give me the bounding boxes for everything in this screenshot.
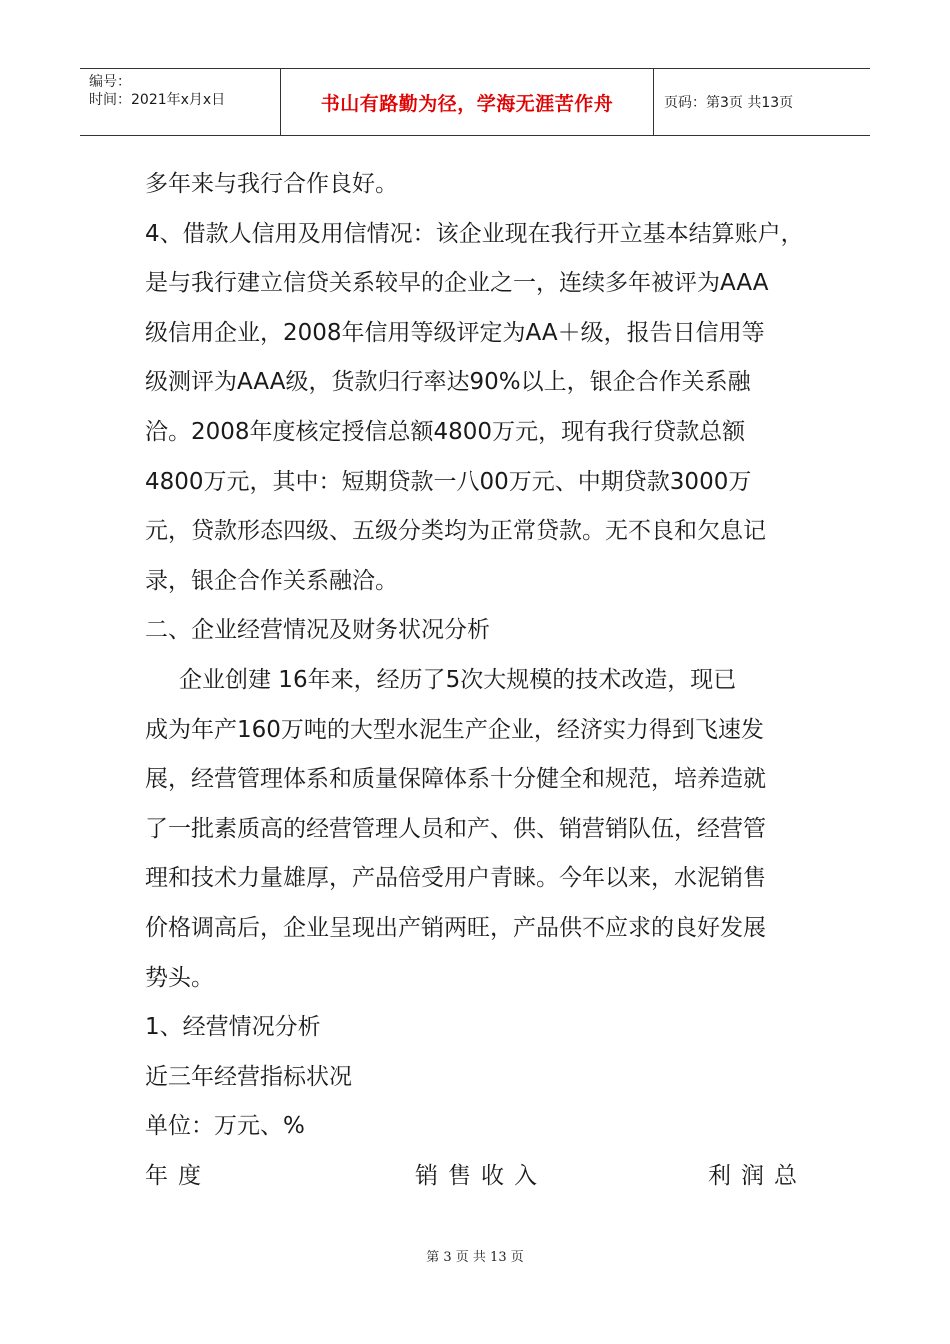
body-line: 企业创建 16年来，经历了5次大规模的技术改造，现已 xyxy=(179,666,737,693)
header-meta-cell xyxy=(80,69,281,135)
body-line: 理和技术力量雄厚，产品倍受用户青睐。今年以来，水泥销售 xyxy=(145,865,766,892)
body-line: 了一批素质高的经营管理人员和产、供、销营销队伍，经营管 xyxy=(145,815,766,842)
body-line: 是与我行建立信贷关系较早的企业之一，连续多年被评为AAA xyxy=(145,270,769,297)
section-heading: 二、企业经营情况及财务状况分析 xyxy=(145,617,490,644)
table-header-profit: 利润总 xyxy=(708,1162,807,1189)
document-number-label: 编号： xyxy=(89,74,131,90)
body-line: 录，银企合作关系融洽。 xyxy=(145,567,398,594)
body-line: 成为年产160万吨的大型水泥生产企业，经济实力得到飞速发 xyxy=(145,716,764,743)
header-motto: 书山有路勤为径，学海无涯苦作舟 xyxy=(281,69,654,135)
body-line: 元，贷款形态四级、五级分类均为正常贷款。无不良和欠息记 xyxy=(145,518,766,545)
body-line: 4800万元，其中：短期贷款一八00万元、中期贷款3000万 xyxy=(145,468,752,495)
body-line: 级测评为AAA级，货款归行率达90%以上，银企合作关系融 xyxy=(145,369,751,396)
page-footer: 第 3 页 共 13 页 xyxy=(426,1250,524,1265)
header-page-info: 页码：第3页 共13页 xyxy=(664,95,794,111)
document-time-label: 时间：2021年x月x日 xyxy=(89,92,226,108)
table-caption: 近三年经营指标状况 xyxy=(145,1063,352,1090)
body-line: 4、借款人信用及用信情况：该企业现在我行开立基本结算账户， xyxy=(145,220,804,247)
body-line: 势头。 xyxy=(145,964,214,991)
body-line: 洽。2008年度核定授信总额4800万元，现有我行贷款总额 xyxy=(145,418,746,445)
body-line: 级信用企业，2008年信用等级评定为AA＋级，报告日信用等 xyxy=(145,319,765,346)
table-header-revenue: 销售收入 xyxy=(415,1162,547,1189)
subsection-heading: 1、经营情况分析 xyxy=(145,1014,321,1041)
table-header-row xyxy=(145,1152,815,1202)
table-header-year: 年度 xyxy=(145,1162,211,1189)
body-line: 展，经营管理体系和质量保障体系十分健全和规范，培养造就 xyxy=(145,766,766,793)
table-unit: 单位：万元、% xyxy=(145,1113,305,1140)
document-header xyxy=(80,68,870,136)
body-line: 多年来与我行合作良好。 xyxy=(145,171,398,197)
body-line: 价格调高后，企业呈现出产销两旺，产品供不应求的良好发展 xyxy=(145,914,766,941)
document-body xyxy=(145,160,815,1201)
